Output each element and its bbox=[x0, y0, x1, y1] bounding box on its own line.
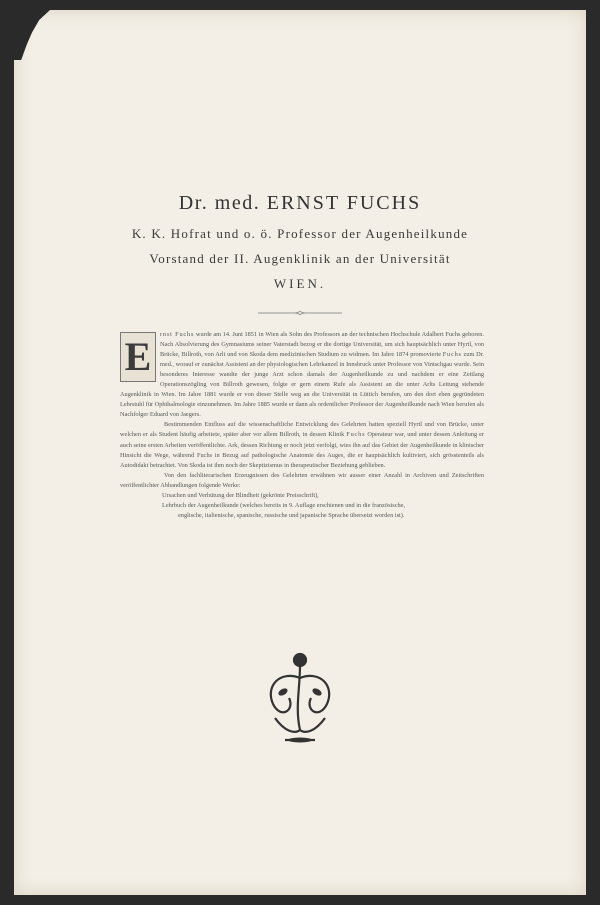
divider-ornament bbox=[258, 311, 342, 315]
works-list bbox=[162, 491, 484, 521]
person-name: ERNST FUCHS bbox=[266, 192, 422, 214]
work-item: Ursachen und Verhütung der Blindheit (gekrönte Preisschrift), bbox=[162, 491, 319, 499]
p1-rest: wurde am 14. Juni 1851 in Wien als Sohn des Professors an der technischen Hochschule Adalbert Fuchs geboren. Nach Absolvierung des Gymnasiums seiner Vaterstadt bezog er die dortige Universität, um sich hauptsächlich unter Hyrtl, von Brücke, Billroth, von Arlt und von Skoda dem medizinischen Studium zu widmen. Im Jahre 1874 promovierte bbox=[160, 331, 484, 359]
biography-text bbox=[120, 330, 484, 521]
page-title bbox=[0, 192, 600, 215]
p1-cont: zum Dr. med., worauf er zunächst Assistent an der physiologischen Lehrkanzel in Innsbruck unter Professor von Vintschgau wurde. Sein besonderes Interesse wandte der junge Arzt schon damals der Augenheilkunde zu und nachdem er eine Zeitlang Operationszögling von Billroth gewesen, folgte er gern einem Rufe als Assistent an die unter Arlts Leitung stehende Augenklinik in Wien. Im Jahre 1881 wurde er von dieser Stelle weg an die Universität in Lüttich berufen, um den dort eben gegründeten Lehrstuhl für Ophthalmologie einzunehmen. Im Jahre 1885 wurde er dann als ordentlicher Professor der Augenheilkunde nach Wien berufen als Nachfolger Eduard von Jaegers. bbox=[120, 351, 484, 419]
dropcap-initial bbox=[120, 332, 156, 382]
paragraph-1 bbox=[120, 330, 484, 420]
paragraph-3: Von den fachliterarischen Erzeugnissen des Gelehrten erwähnen wir ausser einer Anzahl in Archiven und Zeitschriften veröffentlichter Abhandlungen folgende Werke: bbox=[120, 471, 484, 489]
subtitle-line2: Vorstand der II. Augenklinik an der Universität bbox=[149, 251, 451, 266]
dropcap-letter: E bbox=[124, 334, 152, 379]
paragraph-2 bbox=[120, 420, 484, 470]
name-prefix: Dr. med. bbox=[178, 192, 261, 214]
floral-ornament bbox=[255, 648, 345, 748]
p2-a: Bestimmenden Einfluss auf die wissenschaftliche Entwicklung des Gelehrten hatten speziell Hyrtl und von Brücke, unter welchen er als Student häufig arbeitete, später aber vor allem Billroth, in dessen Klinik bbox=[120, 421, 484, 439]
subtitle-line1: K. K. Hofrat und o. ö. Professor der Augenheilkunde bbox=[131, 226, 469, 241]
work-item-continued: englische, italienische, spanische, russische und japanische Sprache übersetzt worden ist). bbox=[178, 511, 405, 519]
p2-name: Fuchs bbox=[346, 431, 366, 439]
p2-b: Operateur war, und unter dessen Anleitung er auch seine ersten Arbeiten veröffentlichte. Ark, dessen Richtung er noch jetzt verfolgt, wies ihn auf das Gebiet der Augenheilkunde in klinischer Hinsicht die Wege, während Fuchs in Bezug auf pathologische Anatomie des Auges, die er hauptsächlich kultiviert, sich grösstenteils als Autodidakt betrachtet. Von Skoda ist ihm noch der Skeptizismus in therapeutischer Beziehung geblieben. bbox=[120, 431, 485, 469]
city-line: WIEN. bbox=[273, 276, 327, 291]
work-item: Lehrbuch der Augenheilkunde (welches bereits in 9. Auflage erschienen und in die französische, bbox=[162, 501, 406, 509]
p1-start: rnst Fuchs bbox=[160, 331, 195, 338]
p1-cont-name: Fuchs bbox=[442, 351, 462, 359]
